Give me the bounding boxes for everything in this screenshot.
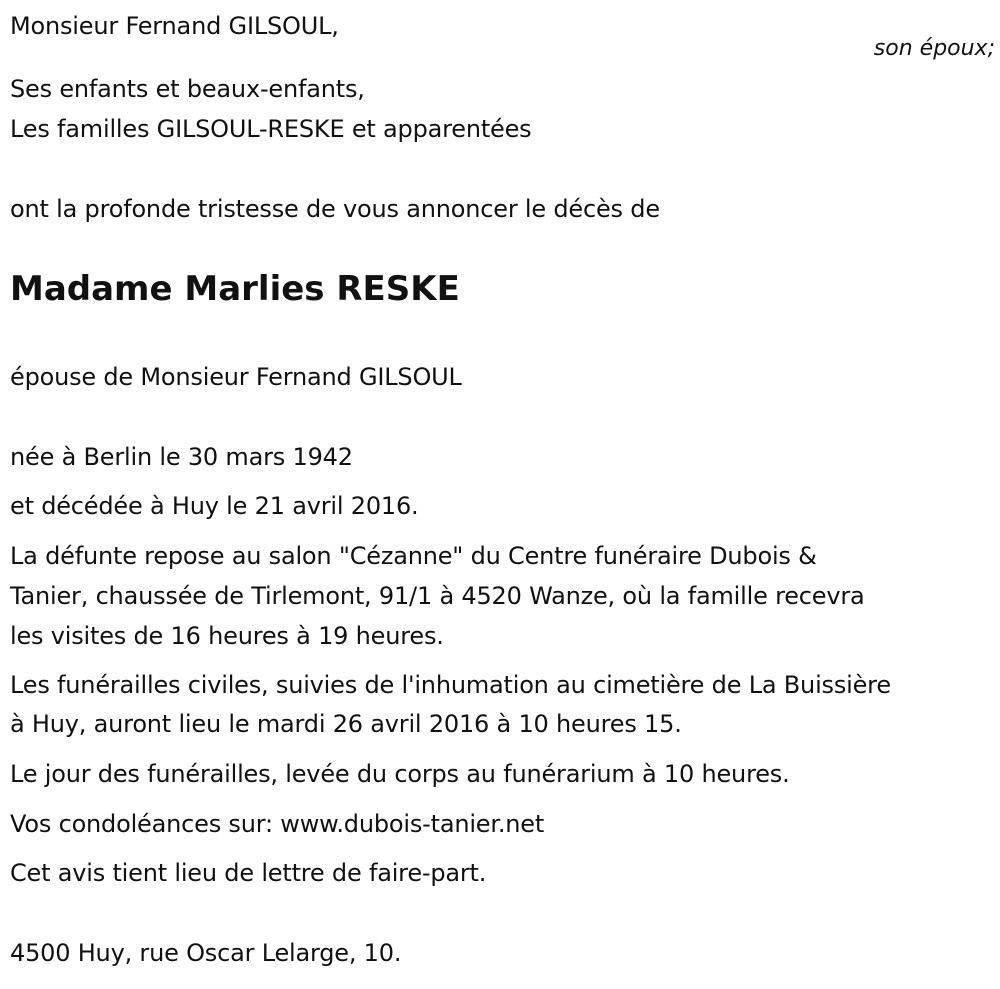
funeral-line-2: à Huy, auront lieu le mardi 26 avril 2016 à 10 heures 15. — [10, 710, 682, 738]
repose-line-2: Tanier, chaussée de Tirlemont, 91/1 à 4520 Wanze, où la famille recevra — [10, 582, 865, 610]
spouse-line: Monsieur Fernand GILSOUL, — [10, 12, 339, 40]
spouse-relation: son époux; — [873, 36, 995, 61]
children-line: Ses enfants et beaux-enfants, — [10, 75, 365, 103]
families-line: Les familles GILSOUL-RESKE et apparentées — [10, 115, 532, 143]
spouse-of-line: épouse de Monsieur Fernand GILSOUL — [10, 363, 462, 391]
faire-part-line: Cet avis tient lieu de lettre de faire-part. — [10, 859, 487, 887]
address-line: 4500 Huy, rue Oscar Lelarge, 10. — [10, 939, 402, 967]
condolences-line: Vos condoléances sur: www.dubois-tanier.net — [10, 810, 545, 838]
announcement-text: ont la profonde tristesse de vous annoncer le décès de — [10, 195, 660, 223]
death-line: et décédée à Huy le 21 avril 2016. — [10, 492, 419, 520]
birth-line: née à Berlin le 30 mars 1942 — [10, 443, 353, 471]
levee-line: Le jour des funérailles, levée du corps au funérarium à 10 heures. — [10, 760, 790, 788]
deceased-name: Madame Marlies RESKE — [10, 269, 460, 309]
repose-line-3: les visites de 16 heures à 19 heures. — [10, 622, 444, 650]
repose-line-1: La défunte repose au salon "Cézanne" du Centre funéraire Dubois & — [10, 542, 817, 570]
funeral-line-1: Les funérailles civiles, suivies de l'inhumation au cimetière de La Buissière — [10, 671, 891, 699]
